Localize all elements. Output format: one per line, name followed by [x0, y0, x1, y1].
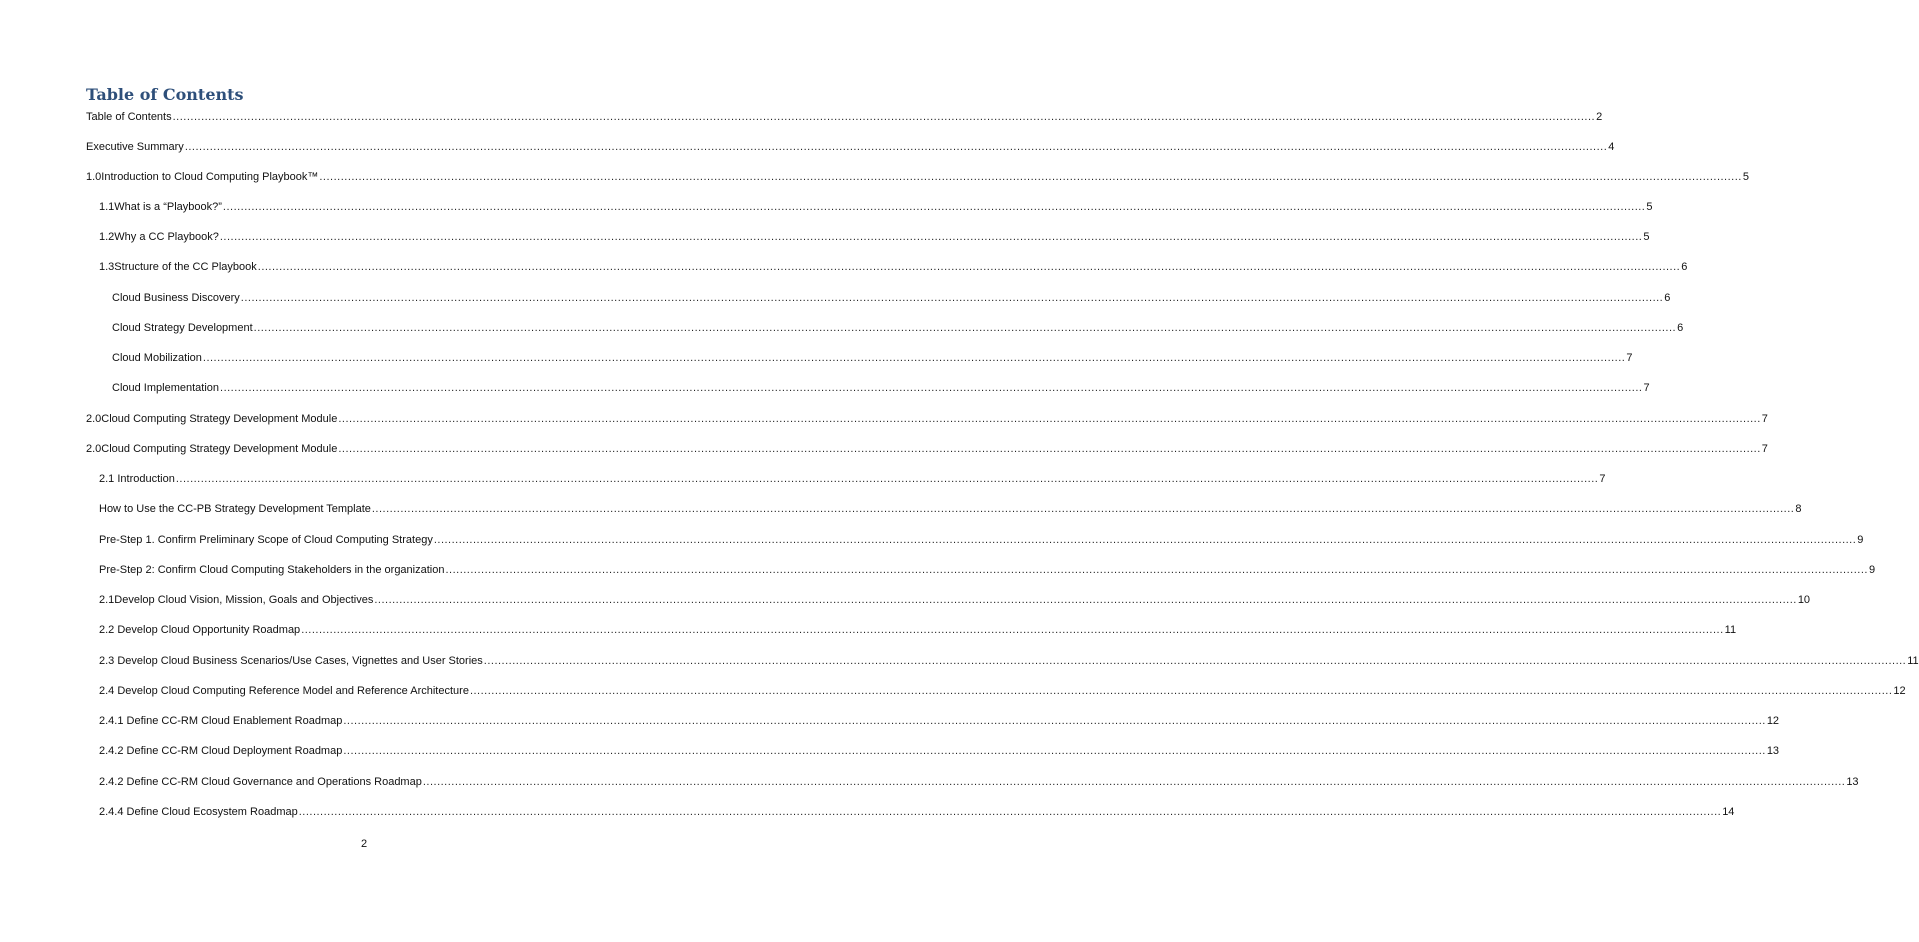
toc-entry-title: Why a CC Playbook?: [114, 231, 219, 243]
toc-entry-title: 2.2 Develop Cloud Opportunity Roadmap: [99, 624, 301, 636]
toc-entry-page: 10: [1797, 594, 1811, 606]
toc-entry-title: 2.4.2 Define CC-RM Cloud Governance and Operations Roadmap: [99, 776, 422, 788]
toc-entry[interactable]: [0, 109, 1603, 125]
toc-entry[interactable]: [0, 471, 1606, 487]
toc-entry-title: Cloud Business Discovery: [112, 292, 240, 304]
toc-entry-page: 4: [1608, 141, 1615, 153]
toc-entry-page: 2: [1596, 111, 1603, 123]
toc-dot-leader: ................................................................................................................................................................................................................................................................................................................................................................................................................: [222, 201, 1646, 213]
toc-entry-title: 2.4.1 Define CC-RM Cloud Enablement Roadmap: [99, 715, 343, 727]
toc-dot-leader: ................................................................................................................................................................................................................................................................................................................................................................................................................: [172, 111, 1596, 123]
toc-entry-title: What is a “Playbook?”: [114, 201, 222, 213]
toc-entry[interactable]: [0, 683, 1906, 699]
toc-dot-leader: ................................................................................................................................................................................................................................................................................................................................................................................................................: [469, 685, 1893, 697]
toc-entry-page: 14: [1722, 806, 1735, 818]
toc-entry-page: 13: [1846, 776, 1859, 788]
toc-entry-title: Executive Summary: [86, 141, 184, 153]
toc-dot-leader: ................................................................................................................................................................................................................................................................................................................................................................................................................: [422, 776, 1846, 788]
toc-entry[interactable]: [0, 592, 1811, 608]
toc-dot-leader: ................................................................................................................................................................................................................................................................................................................................................................................................................: [257, 261, 1681, 273]
toc-entry-title: Cloud Implementation: [112, 382, 220, 394]
toc-dot-leader: ................................................................................................................................................................................................................................................................................................................................................................................................................: [298, 806, 1722, 818]
toc-entry-number: 1.3: [99, 261, 115, 273]
toc-entry-number: 2.0: [86, 443, 102, 455]
toc-dot-leader: ................................................................................................................................................................................................................................................................................................................................................................................................................: [319, 171, 1742, 183]
toc-entry-page: 6: [1664, 292, 1671, 304]
toc-entry-title: 2.4 Develop Cloud Computing Reference Model and Reference Architecture: [99, 685, 469, 697]
toc-entry-title: Structure of the CC Playbook: [114, 261, 257, 273]
toc-entry-title: Cloud Mobilization: [112, 352, 202, 364]
toc-dot-leader: ................................................................................................................................................................................................................................................................................................................................................................................................................: [338, 413, 1761, 425]
toc-dot-leader: ................................................................................................................................................................................................................................................................................................................................................................................................................: [220, 382, 1643, 394]
toc-dot-leader: ................................................................................................................................................................................................................................................................................................................................................................................................................: [374, 594, 1797, 606]
toc-dot-leader: ................................................................................................................................................................................................................................................................................................................................................................................................................: [338, 443, 1761, 455]
toc-entry-page: 7: [1643, 382, 1650, 394]
toc-entry[interactable]: [0, 290, 1671, 306]
toc-entry[interactable]: [0, 350, 1633, 366]
toc-entry[interactable]: [0, 169, 1749, 185]
toc-entry-title: Develop Cloud Vision, Mission, Goals and Objectives: [114, 594, 374, 606]
toc-entry-page: 7: [1761, 443, 1768, 455]
toc-dot-leader: ................................................................................................................................................................................................................................................................................................................................................................................................................: [433, 534, 1857, 546]
toc-dot-leader: ................................................................................................................................................................................................................................................................................................................................................................................................................: [175, 473, 1599, 485]
toc-entry[interactable]: [0, 229, 1650, 245]
toc-dot-leader: ................................................................................................................................................................................................................................................................................................................................................................................................................: [184, 141, 1608, 153]
toc-entry-number: 1.1: [99, 201, 115, 213]
toc-entry-page: 9: [1857, 534, 1864, 546]
toc-entry[interactable]: [0, 653, 1919, 669]
toc-dot-leader: ................................................................................................................................................................................................................................................................................................................................................................................................................: [240, 292, 1664, 304]
toc-entry-number: 1.0: [86, 171, 102, 183]
toc-entry[interactable]: [0, 622, 1737, 638]
toc-dot-leader: ................................................................................................................................................................................................................................................................................................................................................................................................................: [445, 564, 1868, 576]
toc-entry[interactable]: [0, 562, 1876, 578]
toc-entry-page: 11: [1724, 624, 1737, 636]
toc-entry-title: 2.1 Introduction: [99, 473, 175, 485]
toc-entry[interactable]: [0, 411, 1768, 427]
toc-entry-title: How to Use the CC-PB Strategy Development Template: [99, 503, 371, 515]
toc-entry-page: 12: [1766, 715, 1780, 727]
toc-entry-page: 6: [1677, 322, 1684, 334]
toc-entry[interactable]: [0, 501, 1802, 517]
toc-entry-number: 2.1: [99, 594, 115, 606]
toc-heading: Table of Contents: [86, 85, 244, 104]
page-number-footer: 2: [360, 838, 368, 850]
toc-entry-page: 7: [1626, 352, 1633, 364]
toc-entry-title: Cloud Computing Strategy Development Module: [101, 413, 338, 425]
toc-dot-leader: ................................................................................................................................................................................................................................................................................................................................................................................................................: [371, 503, 1795, 515]
toc-entry-page: 5: [1742, 171, 1749, 183]
toc-entry-page: 5: [1643, 231, 1650, 243]
toc-dot-leader: ................................................................................................................................................................................................................................................................................................................................................................................................................: [343, 745, 1766, 757]
toc-entry-page: 7: [1599, 473, 1606, 485]
toc-entry-title: Pre-Step 2: Confirm Cloud Computing Stakeholders in the organization: [99, 564, 445, 576]
toc-entry-number: 1.2: [99, 231, 115, 243]
toc-entry[interactable]: [0, 259, 1688, 275]
toc-dot-leader: ................................................................................................................................................................................................................................................................................................................................................................................................................: [253, 322, 1677, 334]
toc-entry[interactable]: [0, 441, 1768, 457]
toc-entry-title: Introduction to Cloud Computing Playbook™: [101, 171, 319, 183]
toc-dot-leader: ................................................................................................................................................................................................................................................................................................................................................................................................................: [301, 624, 1724, 636]
toc-entry-page: 13: [1766, 745, 1780, 757]
toc-entry-number: 2.0: [86, 413, 102, 425]
toc-entry-title: Cloud Computing Strategy Development Module: [101, 443, 338, 455]
toc-entry-page: 12: [1893, 685, 1906, 697]
toc-dot-leader: ................................................................................................................................................................................................................................................................................................................................................................................................................: [483, 655, 1907, 667]
toc-entry-page: 11: [1907, 655, 1919, 667]
toc-entry-title: 2.4.2 Define CC-RM Cloud Deployment Roadmap: [99, 745, 343, 757]
toc-entry[interactable]: [0, 139, 1615, 155]
toc-entry-page: 9: [1868, 564, 1876, 576]
toc-entry-title: Cloud Strategy Development: [112, 322, 253, 334]
toc-entry-title: Table of Contents: [86, 111, 172, 123]
toc-entry[interactable]: [0, 713, 1780, 729]
toc-entry[interactable]: [0, 804, 1735, 820]
toc-entry-page: 8: [1795, 503, 1802, 515]
toc-entry[interactable]: [0, 743, 1780, 759]
toc-entry-title: Pre-Step 1. Confirm Preliminary Scope of Cloud Computing Strategy: [99, 534, 433, 546]
toc-dot-leader: ................................................................................................................................................................................................................................................................................................................................................................................................................: [343, 715, 1766, 727]
toc-entry-page: 5: [1646, 201, 1653, 213]
toc-entry[interactable]: [0, 774, 1859, 790]
toc-entry[interactable]: [0, 199, 1653, 215]
toc-entry-page: 7: [1761, 413, 1768, 425]
toc-dot-leader: ................................................................................................................................................................................................................................................................................................................................................................................................................: [202, 352, 1626, 364]
toc-entry[interactable]: [0, 320, 1684, 336]
toc-dot-leader: ................................................................................................................................................................................................................................................................................................................................................................................................................: [219, 231, 1643, 243]
toc-entry-title: 2.4.4 Define Cloud Ecosystem Roadmap: [99, 806, 298, 818]
toc-entry[interactable]: [0, 380, 1650, 396]
toc-entry-page: 6: [1681, 261, 1688, 273]
toc-entry[interactable]: [0, 532, 1864, 548]
toc-entry-title: 2.3 Develop Cloud Business Scenarios/Use Cases, Vignettes and User Stories: [99, 655, 483, 667]
